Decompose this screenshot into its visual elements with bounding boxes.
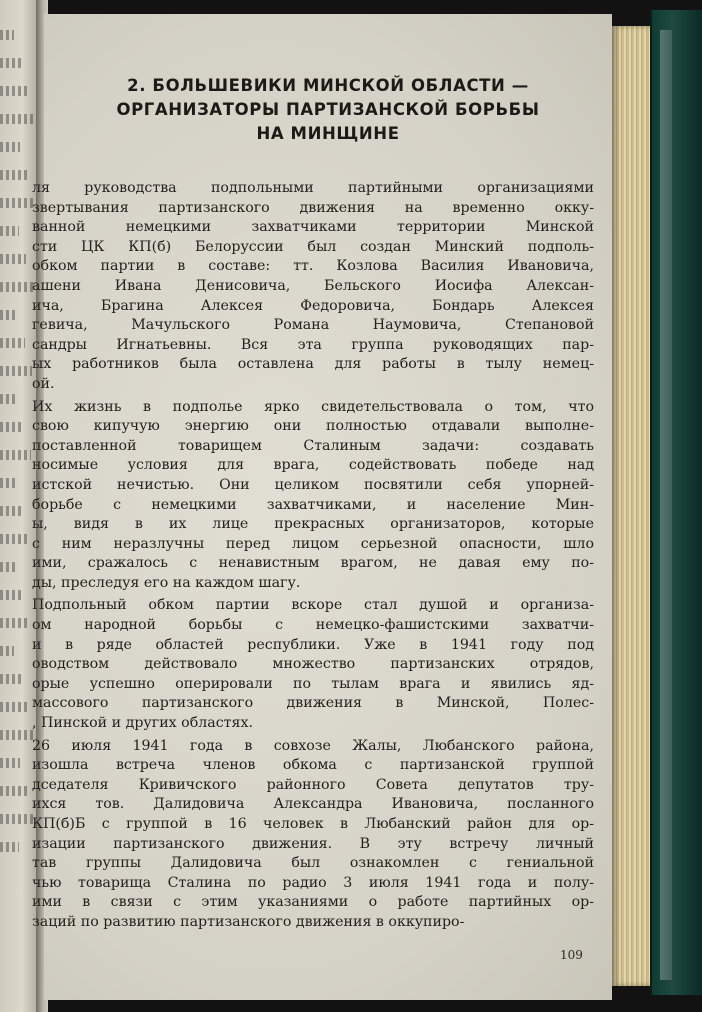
previous-page-text-fragment bbox=[0, 506, 23, 516]
chapter-heading bbox=[54, 74, 602, 146]
text-line: орые успешно оперировали по тылам врага и явились яд- bbox=[32, 675, 594, 692]
text-line: дседателя Кривичского районного Совета депутатов тру- bbox=[32, 776, 594, 793]
text-line: ы, видя в их лице прекрасных организаторов, которые bbox=[32, 516, 594, 533]
text-line: гевича, Мачульского Романа Наумовича, Степановой bbox=[32, 317, 594, 334]
previous-page-text-fragment bbox=[0, 226, 19, 236]
text-line: звертывания партизанского движения на временно окку- bbox=[32, 199, 594, 216]
previous-page-text-fragment bbox=[0, 450, 31, 460]
previous-page-text-fragment bbox=[0, 114, 35, 124]
text-line: тав группы Далидовича был ознакомлен с гениальной bbox=[32, 855, 594, 872]
heading-line: ОРГАНИЗАТОРЫ ПАРТИЗАНСКОЙ БОРЬБЫ bbox=[116, 100, 540, 119]
previous-page-text-fragment bbox=[0, 646, 14, 656]
previous-page-text-fragment bbox=[0, 842, 19, 852]
page-number: 109 bbox=[560, 948, 583, 962]
previous-page-text-fragment bbox=[0, 282, 33, 292]
previous-page-text-fragment bbox=[0, 198, 34, 208]
text-line: сти ЦК КП(б) Белоруссии был создан Минский подполь- bbox=[32, 238, 594, 255]
previous-page-text-fragment bbox=[0, 86, 28, 96]
text-line: ля руководства подпольными партийными организациями bbox=[32, 180, 594, 196]
text-line: ом народной борьбы с немецко-фашистскими захватчи- bbox=[32, 617, 594, 634]
previous-page-text-fragment bbox=[0, 170, 27, 180]
previous-page-text-fragment bbox=[0, 702, 28, 712]
previous-page-text-fragment bbox=[0, 254, 26, 264]
previous-page-text-fragment bbox=[0, 590, 22, 600]
previous-page-text-fragment bbox=[0, 142, 20, 152]
previous-page-text-fragment bbox=[0, 338, 25, 348]
text-line: и в ряде областей республики. Уже в 1941 году под bbox=[32, 636, 594, 653]
body-text bbox=[32, 179, 594, 933]
previous-page-text-fragment bbox=[0, 30, 14, 40]
text-line: ых работников была оставлена для работы в тылу немец- bbox=[32, 356, 594, 373]
text-line: изации партизанского движения. В эту встречу личный bbox=[32, 835, 594, 852]
text-line: ды, преследуя его на каждом шагу. bbox=[32, 574, 301, 591]
text-line: сандры Игнатьевны. Вся эта группа руководящих пар- bbox=[32, 336, 594, 353]
text-line: ихся тов. Далидовича Александра Ивановича, посланного bbox=[32, 796, 594, 813]
text-line: ванной немецкими захватчиками территории Минской bbox=[32, 219, 594, 236]
text-line: ича, Брагина Алексея Федоровича, Бондарь Алексея bbox=[32, 297, 594, 314]
cover-rim bbox=[660, 30, 672, 980]
text-line: КП(б)Б с группой в 16 человек в Любанский район для ор- bbox=[32, 816, 594, 832]
paragraph bbox=[32, 398, 594, 594]
text-line: заций по развитию партизанского движения в оккупиро- bbox=[32, 913, 465, 930]
previous-page-text-fragment bbox=[0, 730, 35, 740]
previous-page-text-fragment bbox=[0, 422, 24, 432]
text-line: 26 июля 1941 года в совхозе Жалы, Любанского района, bbox=[32, 737, 594, 754]
text-line: ашени Ивана Денисовича, Бельского Иосифа Алексан- bbox=[32, 277, 594, 294]
previous-page-text-fragment bbox=[0, 366, 32, 376]
text-line: поставленной товарищем Сталиным задачи: создавать bbox=[32, 437, 594, 454]
text-line: свою кипучую энергию они полностью отдавали выполне- bbox=[32, 418, 594, 435]
previous-page-text-fragment bbox=[0, 758, 20, 768]
text-line: носимые условия для врага, содействовать победе над bbox=[32, 457, 594, 474]
text-line: ими в связи с этим указаниями о работе партийных ор- bbox=[32, 894, 594, 911]
previous-page-text-fragment bbox=[0, 58, 21, 68]
previous-page-text-fragment bbox=[0, 562, 15, 572]
text-line: массового партизанского движения в Минской, Полес- bbox=[32, 695, 594, 712]
previous-page-text-fragment bbox=[0, 674, 21, 684]
text-line: борьбе с немецкими захватчиками, и население Мин- bbox=[32, 496, 594, 513]
paragraph bbox=[32, 737, 594, 933]
previous-page-text-fragment bbox=[0, 394, 17, 404]
previous-page-text-fragment bbox=[0, 534, 30, 544]
text-line: изошла встреча членов обкома с партизанской группой bbox=[32, 757, 594, 774]
text-line: истской нечистью. Они целиком посвятили себя упорней- bbox=[32, 476, 594, 493]
previous-page-text-fragment bbox=[0, 786, 27, 796]
heading-line: 2. БОЛЬШЕВИКИ МИНСКОЙ ОБЛАСТИ — bbox=[127, 76, 529, 95]
text-line: обком партии в составе: тт. Козлова Василия Ивановича, bbox=[32, 258, 594, 275]
book-page bbox=[32, 14, 612, 1000]
text-line: чью товарища Сталина по радио 3 июля 1941 года и полу- bbox=[32, 874, 594, 891]
heading-line: НА МИНЩИНЕ bbox=[256, 124, 400, 143]
previous-page-text-fragment bbox=[0, 478, 16, 488]
paragraph bbox=[32, 179, 594, 395]
text-line: Их жизнь в подполье ярко свидетельствовала о том, что bbox=[32, 398, 594, 415]
text-line: Подпольный обком партии вскоре стал душой и организа- bbox=[32, 597, 594, 614]
text-line: ой. bbox=[32, 375, 55, 392]
text-line: ими, сражалось с ненавистным врагом, не давая ему по- bbox=[32, 555, 594, 572]
text-line: оводством действовало множество партизанских отрядов, bbox=[32, 656, 594, 673]
previous-page-text-fragment bbox=[0, 618, 29, 628]
text-line: с ним неразлучны перед лицом серьезной опасности, шло bbox=[32, 535, 594, 552]
previous-page-text-fragment bbox=[0, 814, 34, 824]
paragraph bbox=[32, 596, 594, 733]
book-cover bbox=[650, 10, 702, 995]
previous-page-text-fragment bbox=[0, 310, 18, 320]
text-line: , Пинской и других областях. bbox=[32, 715, 253, 732]
